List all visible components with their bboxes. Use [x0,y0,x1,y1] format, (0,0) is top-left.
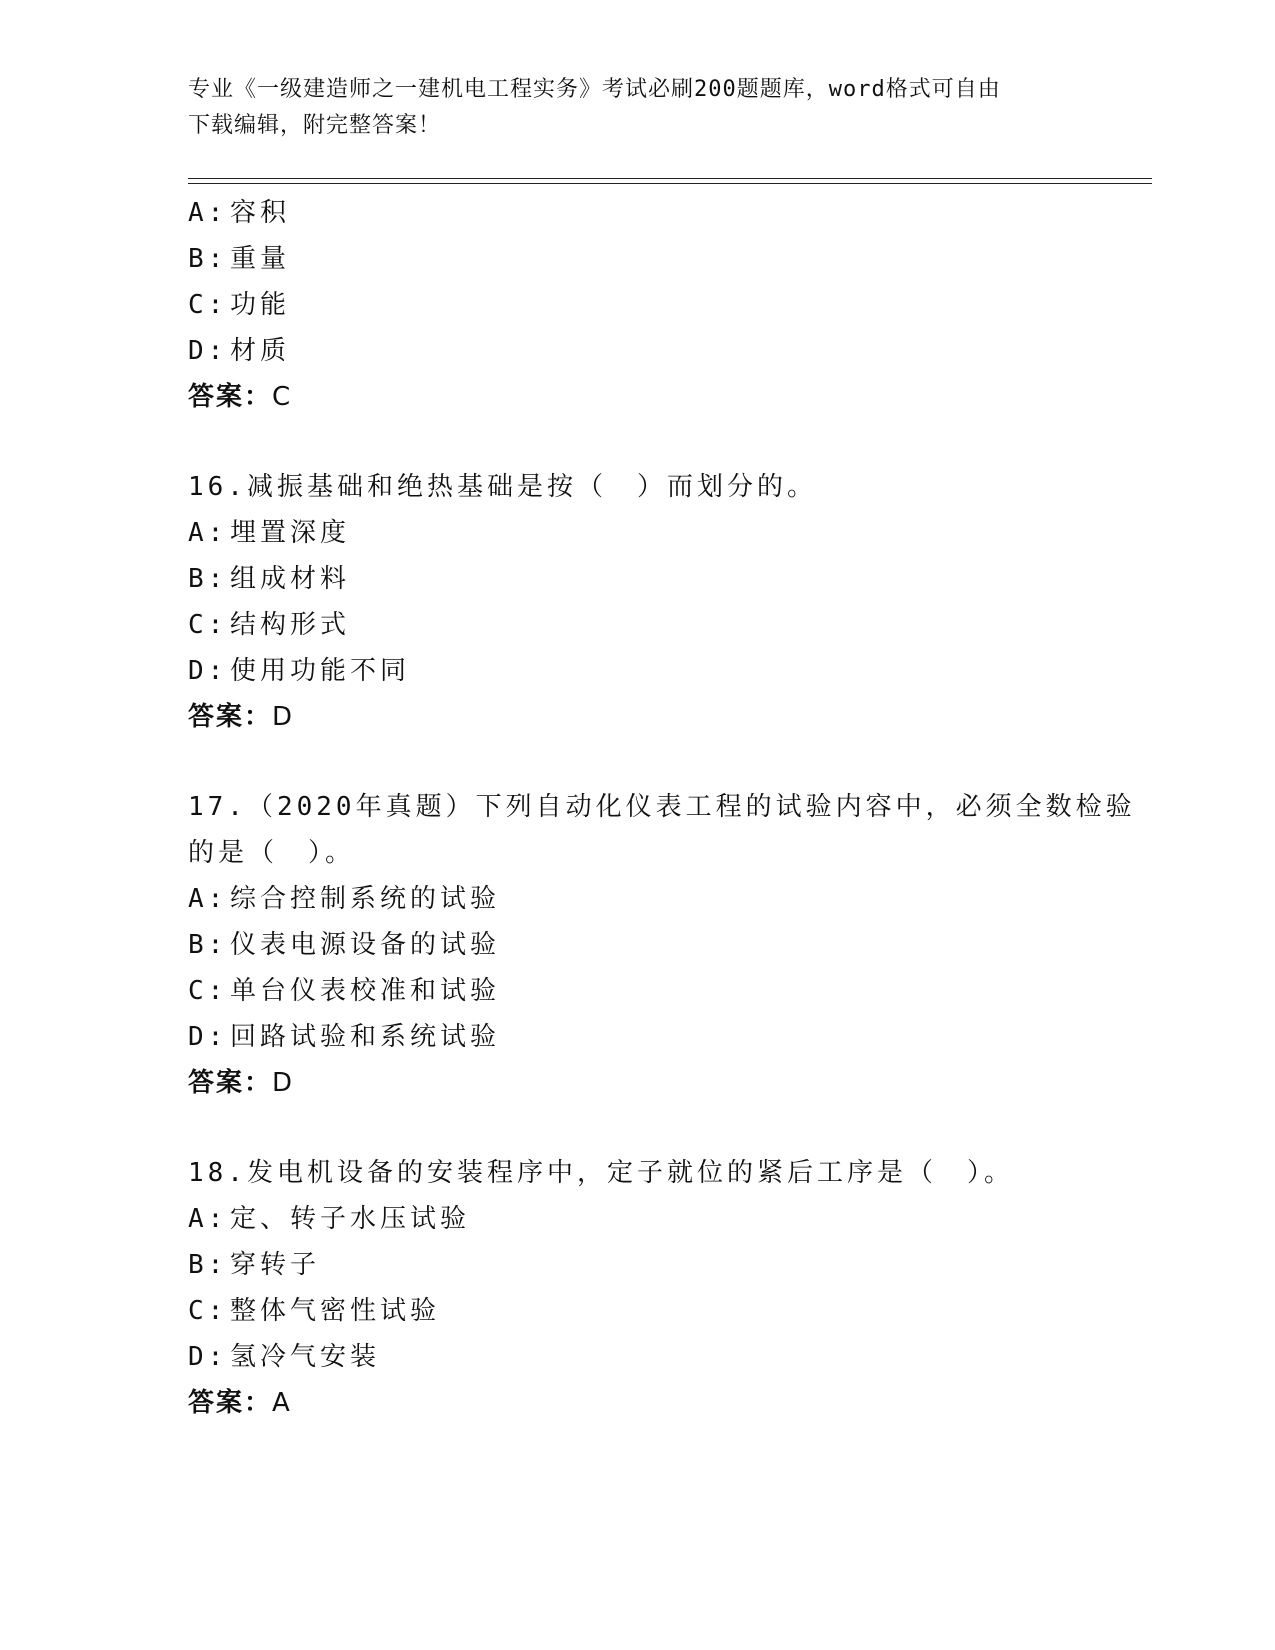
option-text: 回路试验和系统试验 [230,1022,501,1052]
answer-label: 答案： [188,382,273,412]
option-text: 单台仪表校准和试验 [230,976,501,1006]
question-block-partial [188,190,1128,420]
option-text: 定、转子水压试验 [230,1204,471,1234]
option-b [188,922,1128,968]
option-letter: B: [188,244,228,274]
question-block-18 [188,1150,1128,1426]
option-text: 容积 [230,198,291,228]
option-text: 整体气密性试验 [230,1296,441,1326]
option-text: 氢冷气安装 [230,1342,381,1372]
option-d [188,648,1128,694]
option-letter: B: [188,1250,228,1280]
option-letter: A: [188,884,228,914]
option-text: 综合控制系统的试验 [230,884,501,914]
question-block-16 [188,464,1128,740]
option-letter: D: [188,1342,228,1372]
option-text: 重量 [230,244,291,274]
option-a [188,510,1128,556]
option-letter: B: [188,930,228,960]
option-c [188,968,1128,1014]
spacer [188,1106,1128,1150]
option-letter: C: [188,976,228,1006]
option-text: 仪表电源设备的试验 [230,930,501,960]
option-letter: B: [188,564,228,594]
question-stem: 16.减振基础和绝热基础是按（ ）而划分的。 [188,472,817,502]
option-c [188,282,1128,328]
answer-label: 答案： [188,1388,273,1418]
option-letter: A: [188,518,228,548]
answer-line [188,694,1128,740]
header-divider-bottom [188,183,1152,184]
answer-label: 答案： [188,1068,273,1098]
option-a [188,876,1128,922]
option-letter: C: [188,1296,228,1326]
option-letter: C: [188,290,228,320]
option-b [188,236,1128,282]
header-divider-top [188,178,1152,179]
option-b [188,1242,1128,1288]
answer-line [188,374,1128,420]
answer-value: D [272,702,293,732]
option-d [188,328,1128,374]
document-header [188,72,1088,144]
option-text: 功能 [230,290,291,320]
option-text: 使用功能不同 [230,656,411,686]
option-text: 埋置深度 [230,518,351,548]
option-letter: C: [188,610,228,640]
option-letter: A: [188,1204,228,1234]
answer-label: 答案： [188,702,273,732]
question-stem: 17.（2020年真题）下列自动化仪表工程的试验内容中，必须全数检验 [188,792,1136,822]
option-a [188,190,1128,236]
option-d [188,1334,1128,1380]
spacer [188,420,1128,464]
option-d [188,1014,1128,1060]
answer-value: A [272,1388,290,1418]
answer-value: D [272,1068,293,1098]
answer-line [188,1060,1128,1106]
option-text: 组成材料 [230,564,351,594]
option-letter: D: [188,1022,228,1052]
option-a [188,1196,1128,1242]
question-stem: 18.发电机设备的安装程序中，定子就位的紧后工序是（ ）。 [188,1158,1014,1188]
option-letter: A: [188,198,228,228]
answer-line [188,1380,1128,1426]
answer-value: C [272,382,291,412]
option-text: 穿转子 [230,1250,321,1280]
spacer [188,740,1128,784]
option-c [188,1288,1128,1334]
option-text: 材质 [230,336,291,366]
option-b [188,556,1128,602]
header-line-1: 专业《一级建造师之一建机电工程实务》考试必刷200题题库，word格式可自由 [188,77,1001,102]
question-list [188,190,1136,1426]
option-text: 结构形式 [230,610,351,640]
question-block-17 [188,784,1136,1106]
header-line-2: 下载编辑，附完整答案！ [188,113,442,138]
option-letter: D: [188,656,228,686]
option-c [188,602,1128,648]
question-stem-continued: 的是（ ）。 [188,838,356,868]
option-letter: D: [188,336,228,366]
